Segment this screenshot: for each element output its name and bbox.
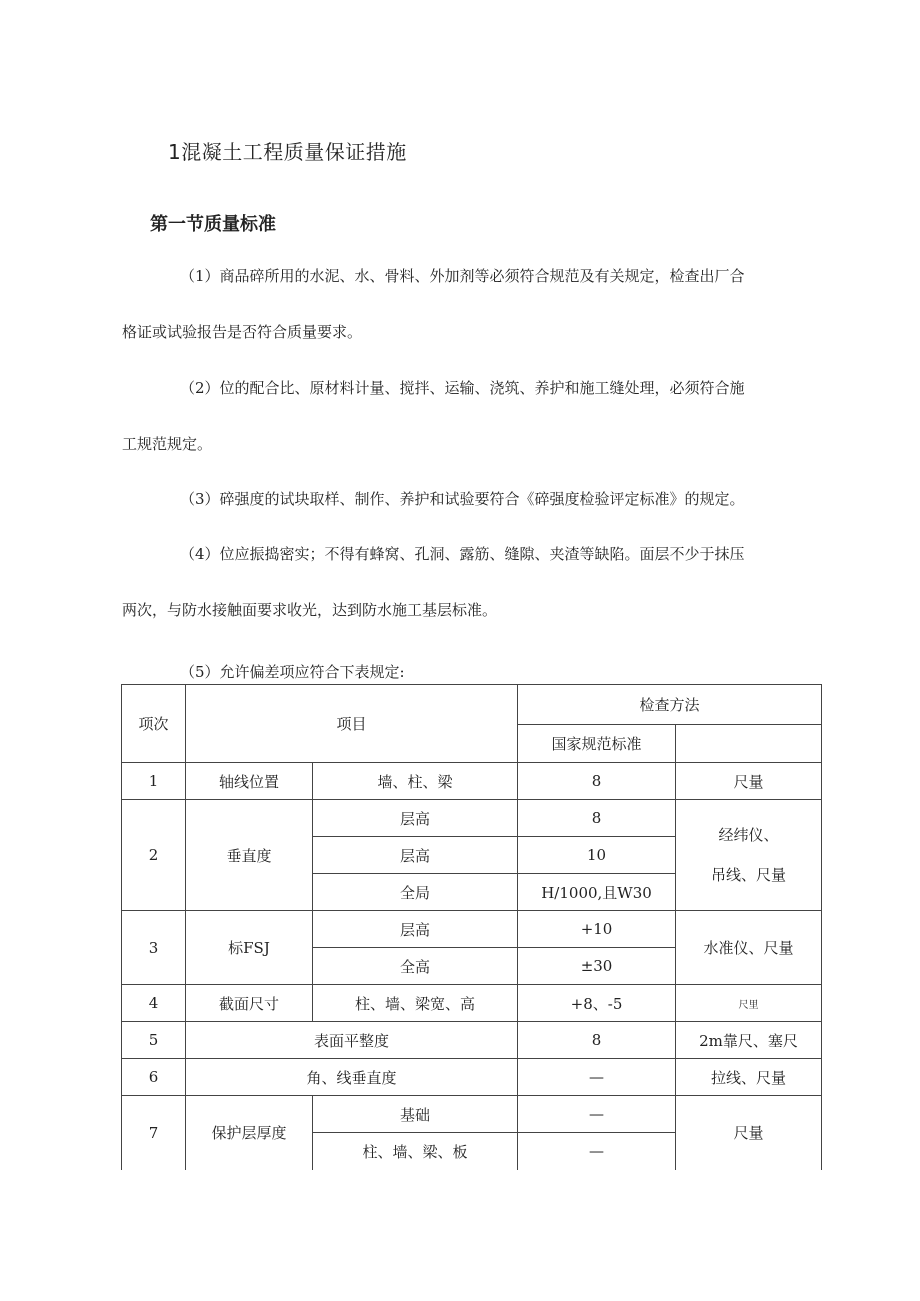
paragraph-1-line-1: （1）商品碎所用的水泥、水、骨料、外加剂等必须符合规范及有关规定，检查出厂合 xyxy=(180,267,745,285)
table-row xyxy=(122,763,822,800)
paragraph-4-line-2: 两次，与防水接触面要求收光，达到防水施工基层标准。 xyxy=(122,601,498,619)
row-standard: H/1000,且W30 xyxy=(518,874,676,911)
section-heading: 第一节质量标准 xyxy=(150,214,276,235)
row-method: 尺里 xyxy=(676,985,822,1022)
row-standard: 8 xyxy=(518,1022,676,1059)
row-standard: — xyxy=(518,1133,676,1170)
row-no: 7 xyxy=(122,1096,186,1170)
row-item: 标FSJ xyxy=(186,911,313,985)
table-row xyxy=(122,1096,822,1133)
row-sub: 柱、墙、梁、板 xyxy=(313,1133,518,1170)
row-method: 尺量 xyxy=(676,1096,822,1170)
row-standard: ±30 xyxy=(518,948,676,985)
row-sub: 柱、墙、梁宽、高 xyxy=(313,985,518,1022)
page-title: 1混凝土工程质量保证措施 xyxy=(168,140,407,164)
row-method: 水准仪、尺量 xyxy=(676,911,822,985)
row-item: 垂直度 xyxy=(186,800,313,911)
table-row xyxy=(122,985,822,1022)
row-standard: 8 xyxy=(518,763,676,800)
row-sub: 全局 xyxy=(313,874,518,911)
paragraph-2-line-2: 工规范规定。 xyxy=(122,435,213,453)
row-standard: — xyxy=(518,1096,676,1133)
row-sub: 基础 xyxy=(313,1096,518,1133)
row-method xyxy=(676,800,822,911)
row-method-line-1: 经纬仪、 xyxy=(718,826,779,844)
row-item: 表面平整度 xyxy=(186,1022,518,1059)
row-method-line-2: 吊线、尺量 xyxy=(711,866,787,884)
row-sub: 层高 xyxy=(313,911,518,948)
row-standard: 8 xyxy=(518,800,676,837)
row-item: 保护层厚度 xyxy=(186,1096,313,1170)
row-no: 5 xyxy=(122,1022,186,1059)
paragraph-3-line-1: （3）碎强度的试块取样、制作、养护和试验要符合《碎强度检验评定标准》的规定。 xyxy=(180,490,745,508)
row-no: 3 xyxy=(122,911,186,985)
row-no: 2 xyxy=(122,800,186,911)
header-col-standard: 国家规范标准 xyxy=(518,725,676,763)
row-standard: +8、-5 xyxy=(518,985,676,1022)
header-col-item: 项目 xyxy=(186,685,518,763)
row-item: 角、线垂直度 xyxy=(186,1059,518,1096)
header-col-check: 检查方法 xyxy=(518,685,822,725)
row-item: 轴线位置 xyxy=(186,763,313,800)
row-standard: — xyxy=(518,1059,676,1096)
row-no: 1 xyxy=(122,763,186,800)
paragraph-4-line-1: （4）位应振捣密实；不得有蜂窝、孔洞、露筋、缝隙、夹渣等缺陷。面层不少于抹压 xyxy=(180,545,745,563)
paragraph-5-line-1: （5）允许偏差项应符合下表规定: xyxy=(180,663,405,681)
row-sub: 层高 xyxy=(313,837,518,874)
table-row xyxy=(122,911,822,948)
header-col-empty xyxy=(676,725,822,763)
row-sub: 全高 xyxy=(313,948,518,985)
table-row xyxy=(122,1022,822,1059)
row-standard: +10 xyxy=(518,911,676,948)
row-method: 2m靠尺、塞尺 xyxy=(676,1022,822,1059)
paragraph-2-line-1: （2）位的配合比、原材料计量、搅拌、运输、浇筑、养护和施工缝处理，必须符合施 xyxy=(180,379,745,397)
paragraph-1-line-2: 格证或试验报告是否符合质量要求。 xyxy=(122,323,363,341)
row-method: 拉线、尺量 xyxy=(676,1059,822,1096)
row-no: 4 xyxy=(122,985,186,1022)
table-row xyxy=(122,1059,822,1096)
table-row xyxy=(122,800,822,837)
header-col-no: 项次 xyxy=(122,685,186,763)
row-no: 6 xyxy=(122,1059,186,1096)
row-method: 尺量 xyxy=(676,763,822,800)
row-item: 截面尺寸 xyxy=(186,985,313,1022)
table-header-row xyxy=(122,685,822,725)
row-standard: 10 xyxy=(518,837,676,874)
row-sub: 墙、柱、梁 xyxy=(313,763,518,800)
tolerance-table xyxy=(121,684,822,1170)
row-sub: 层高 xyxy=(313,800,518,837)
